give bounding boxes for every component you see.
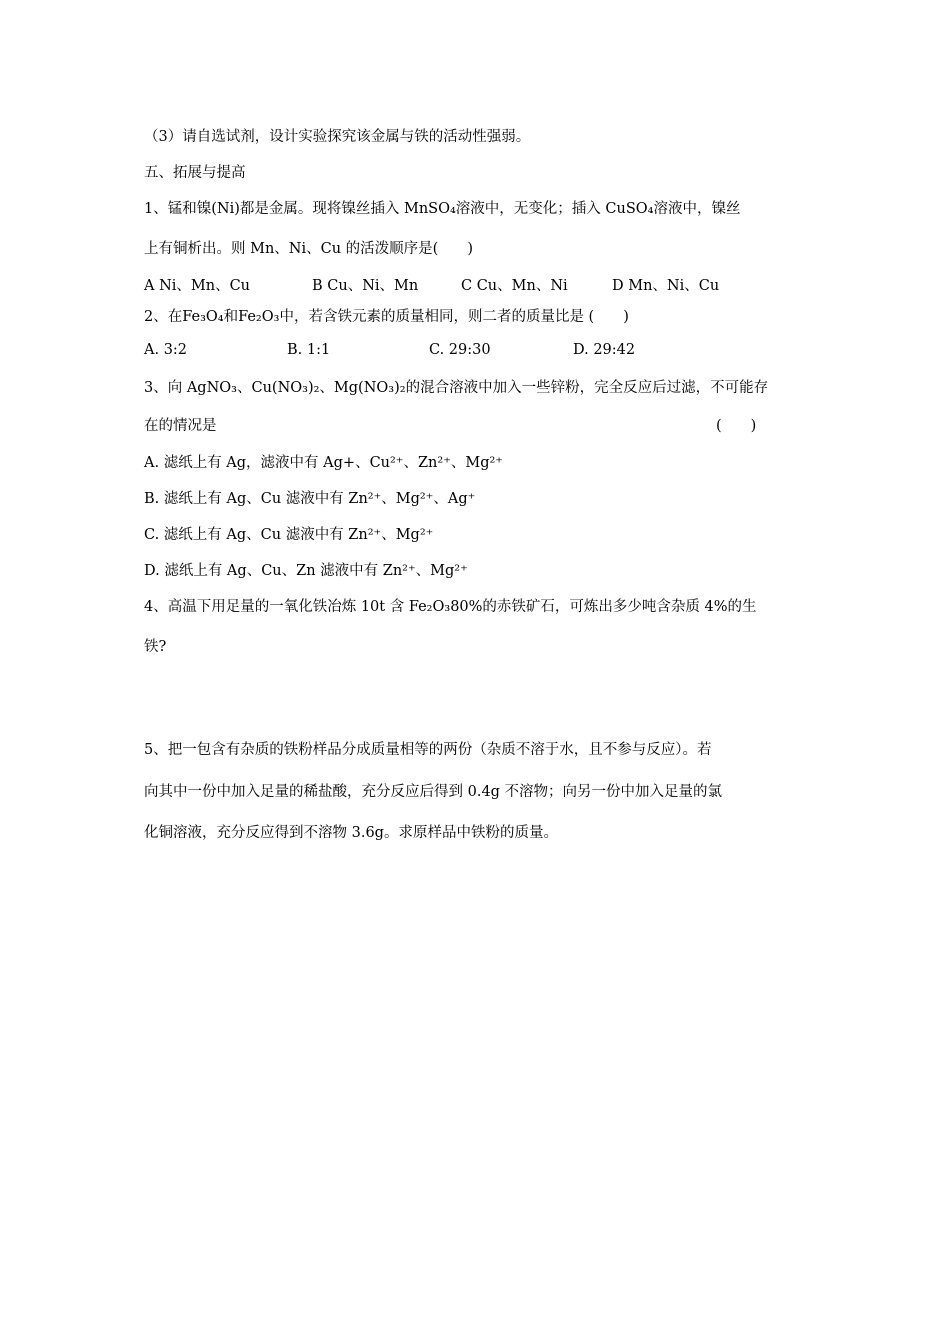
q3-answer-blank: ( ) bbox=[716, 418, 757, 434]
q3-stem-line2: 在的情况是 bbox=[144, 418, 217, 434]
q1-option-b: B Cu、Ni、Mn bbox=[312, 278, 419, 294]
q2-option-c: C. 29:30 bbox=[429, 342, 491, 358]
q1-stem-line2: 上有铜析出。则 Mn、Ni、Cu 的活泼顺序是( ) bbox=[144, 241, 473, 257]
q5-stem-line1: 5、把一包含有杂质的铁粉样品分成质量相等的两份（杂质不溶于水，且不参与反应）。若 bbox=[144, 742, 712, 758]
q3-option-a: A. 滤纸上有 Ag，滤液中有 Ag+、Cu²⁺、Zn²⁺、Mg²⁺ bbox=[144, 455, 503, 471]
q2-stem: 2、在Fe₃O₄和Fe₂O₃中，若含铁元素的质量相同，则二者的质量比是 ( ) bbox=[144, 309, 629, 325]
q1-option-d: D Mn、Ni、Cu bbox=[612, 278, 720, 294]
q2-option-d: D. 29:42 bbox=[573, 342, 636, 358]
q3-option-c: C. 滤纸上有 Ag、Cu 滤液中有 Zn²⁺、Mg²⁺ bbox=[144, 527, 434, 543]
q2-option-b: B. 1:1 bbox=[287, 342, 331, 358]
q4-stem-line2: 铁? bbox=[144, 639, 167, 655]
q1-option-a: A Ni、Mn、Cu bbox=[144, 278, 251, 294]
q2-option-a: A. 3:2 bbox=[144, 342, 188, 358]
section-title: 五、拓展与提高 bbox=[144, 165, 246, 181]
q3-option-b: B. 滤纸上有 Ag、Cu 滤液中有 Zn²⁺、Mg²⁺、Ag⁺ bbox=[144, 491, 476, 507]
q3-option-d: D. 滤纸上有 Ag、Cu、Zn 滤液中有 Zn²⁺、Mg²⁺ bbox=[144, 563, 468, 579]
q5-stem-line2: 向其中一份中加入足量的稀盐酸，充分反应后得到 0.4g 不溶物；向另一份中加入足量的氯 bbox=[144, 784, 723, 800]
q1-stem-line1: 1、锰和镍(Ni)都是金属。现将镍丝插入 MnSO₄溶液中，无变化；插入 CuSO₄溶液中，镍丝 bbox=[144, 201, 741, 217]
q3-stem-line1: 3、向 AgNO₃、Cu(NO₃)₂、Mg(NO₃)₂的混合溶液中加入一些锌粉，完全反应后过滤，不可能存 bbox=[144, 380, 769, 396]
q5-stem-line3: 化铜溶液，充分反应得到不溶物 3.6g。求原样品中铁粉的质量。 bbox=[144, 825, 558, 841]
q4-stem-line1: 4、高温下用足量的一氧化铁冶炼 10t 含 Fe₂O₃80%的赤铁矿石，可炼出多少吨含杂质 4%的生 bbox=[144, 599, 757, 615]
q1-option-c: C Cu、Mn、Ni bbox=[461, 278, 568, 294]
question-3-intro: （3）请自选试剂，设计实验探究该金属与铁的活动性强弱。 bbox=[144, 129, 531, 145]
